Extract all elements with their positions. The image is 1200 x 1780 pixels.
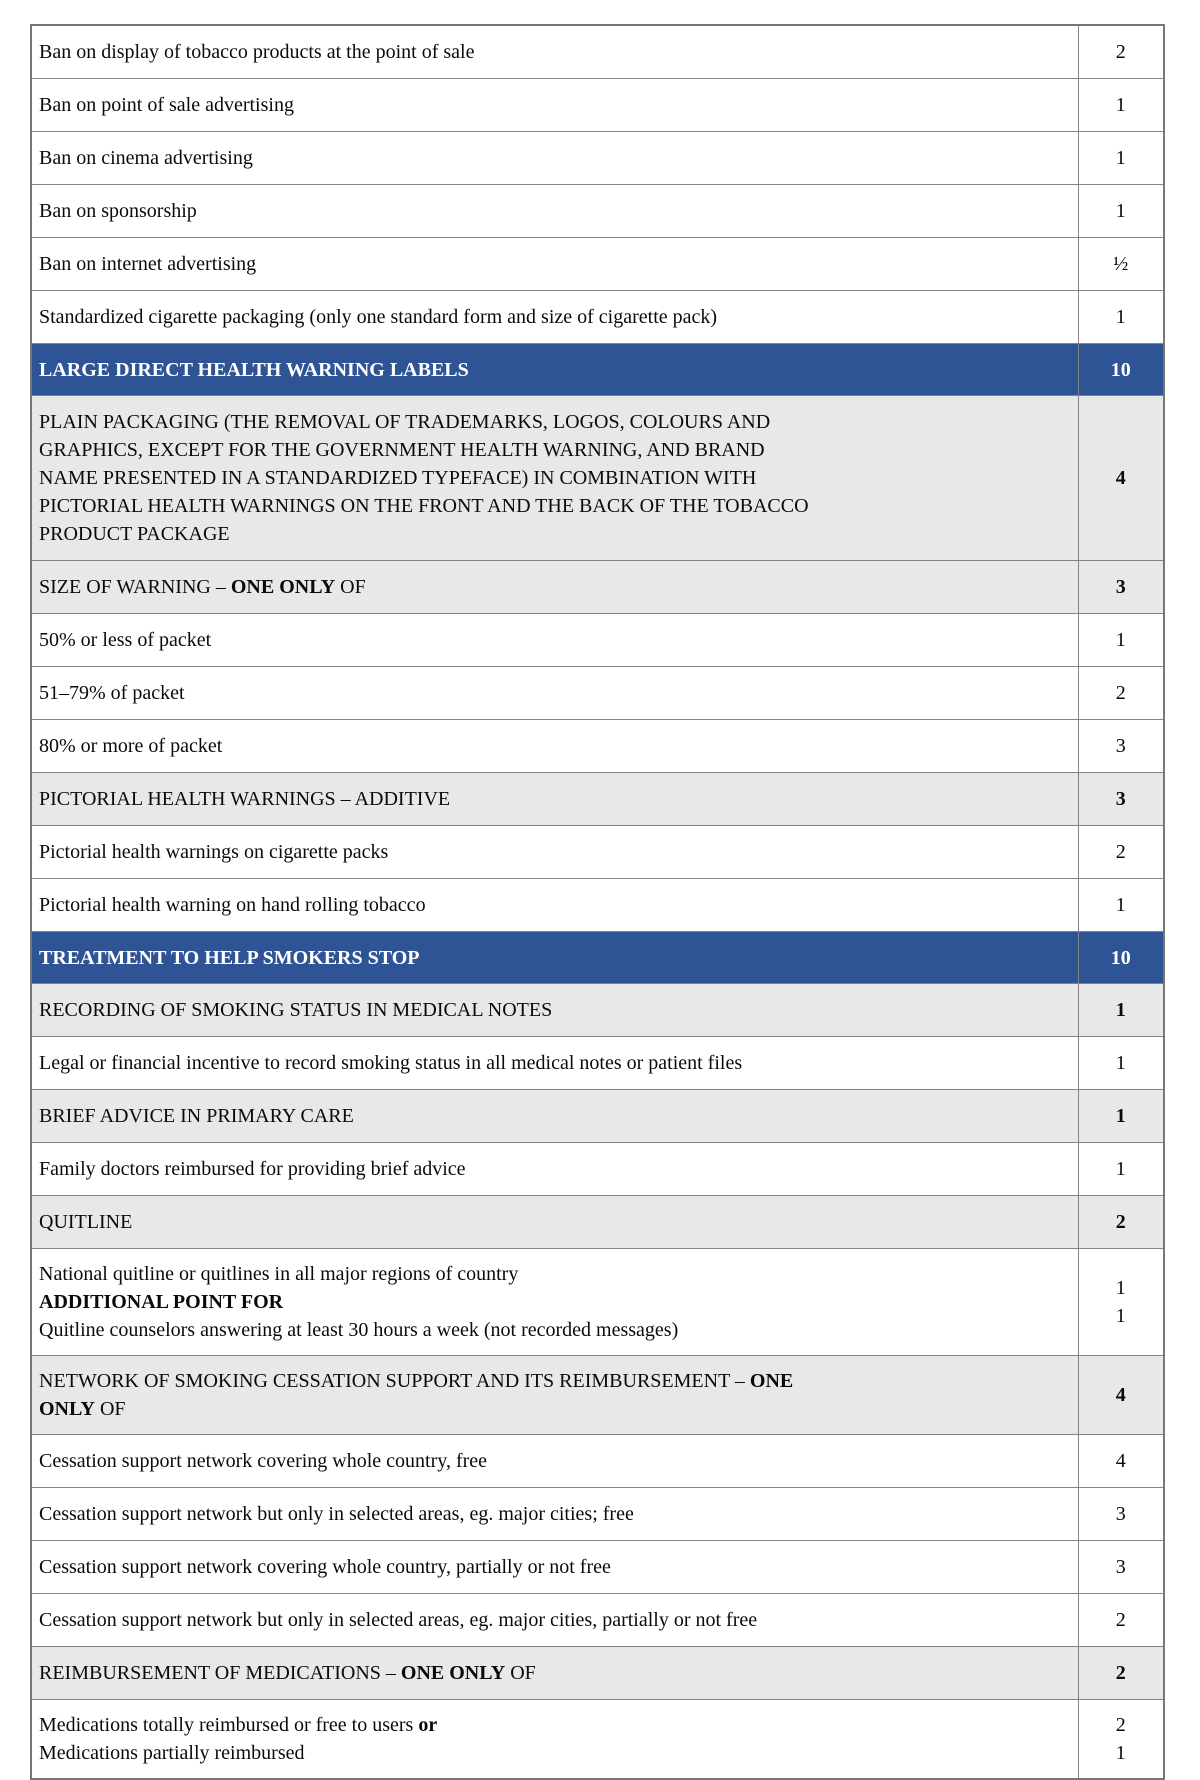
- label-line: [39, 520, 1068, 548]
- label-cell: [31, 1488, 1078, 1541]
- label-text: Ban on cinema advertising: [39, 147, 253, 169]
- score-cell: [1078, 1090, 1164, 1143]
- label-text: Pictorial health warnings on cigarette packs: [39, 841, 389, 863]
- score-cell: [1078, 25, 1164, 79]
- score-value: 2: [1115, 41, 1126, 63]
- label-line: [39, 38, 1068, 66]
- label-cell: [31, 1541, 1078, 1594]
- label-text: PICTORIAL HEALTH WARNINGS – ADDITIVE: [39, 788, 451, 810]
- label-line: [39, 1395, 1068, 1423]
- score-cell: [1078, 1143, 1164, 1196]
- label-line: [39, 408, 1068, 436]
- subheader-row: [31, 396, 1164, 561]
- score-value: 2: [1115, 1662, 1126, 1684]
- label-line: [39, 197, 1068, 225]
- label-cell: [31, 396, 1078, 561]
- score-value: 2: [1115, 841, 1126, 863]
- label-text: Standardized cigarette packaging (only one standard form and size of cigarette pack): [39, 306, 718, 328]
- label-line: [39, 838, 1068, 866]
- label-text: ONE ONLY: [230, 576, 336, 598]
- label-text: GRAPHICS, EXCEPT FOR THE GOVERNMENT HEALTH WARNING, AND BRAND: [39, 439, 765, 461]
- label-line: [39, 1367, 1068, 1395]
- item-row: [31, 1541, 1164, 1594]
- score-value: 3: [1115, 576, 1126, 598]
- label-cell: [31, 561, 1078, 614]
- score-value: 2: [1115, 1609, 1126, 1631]
- score-value: 4: [1115, 467, 1126, 489]
- label-line: [39, 944, 1068, 972]
- label-cell: [31, 25, 1078, 79]
- label-text: PRODUCT PACKAGE: [39, 523, 230, 545]
- subheader-row: [31, 1196, 1164, 1249]
- label-text: TREATMENT TO HELP SMOKERS STOP: [39, 946, 420, 969]
- label-cell: [31, 614, 1078, 667]
- item-row: [31, 1594, 1164, 1647]
- label-text: Cessation support network but only in selected areas, eg. major cities; free: [39, 1503, 634, 1525]
- score-value: 1: [1115, 629, 1126, 651]
- label-text: OF: [94, 1398, 126, 1420]
- label-text: National quitline or quitlines in all major regions of country: [39, 1263, 519, 1285]
- score-value: 1: [1115, 200, 1126, 222]
- score-cell: [1078, 185, 1164, 238]
- label-text: RECORDING OF SMOKING STATUS IN MEDICAL NOTES: [39, 999, 553, 1021]
- subheader-row: [31, 984, 1164, 1037]
- label-text: 80% or more of packet: [39, 735, 223, 757]
- score-value: 1: [1115, 306, 1126, 328]
- label-cell: [31, 1090, 1078, 1143]
- item-row: [31, 1037, 1164, 1090]
- label-text: NAME PRESENTED IN A STANDARDIZED TYPEFACE) IN COMBINATION WITH: [39, 467, 757, 489]
- score-value: 2: [1115, 682, 1126, 704]
- label-line: [39, 356, 1068, 384]
- score-cell: [1078, 1249, 1164, 1356]
- label-line: [39, 573, 1068, 601]
- score-value: 10: [1110, 946, 1131, 969]
- label-text: Ban on internet advertising: [39, 253, 257, 275]
- label-line: [39, 626, 1068, 654]
- label-cell: [31, 1196, 1078, 1249]
- label-text: 50% or less of packet: [39, 629, 212, 651]
- score-cell: [1078, 132, 1164, 185]
- label-line: [39, 464, 1068, 492]
- score-cell: [1078, 984, 1164, 1037]
- score-value: 3: [1115, 735, 1126, 757]
- label-cell: [31, 932, 1078, 984]
- score-cell: [1078, 344, 1164, 396]
- item-row: [31, 614, 1164, 667]
- label-text: LARGE DIRECT HEALTH WARNING LABELS: [39, 358, 469, 381]
- label-cell: [31, 1249, 1078, 1356]
- item-row: [31, 238, 1164, 291]
- label-text: Quitline counselors answering at least 30 hours a week (not recorded messages): [39, 1319, 679, 1341]
- item-row: [31, 185, 1164, 238]
- label-cell: [31, 238, 1078, 291]
- label-text: Legal or financial incentive to record smoking status in all medical notes or patient files: [39, 1052, 743, 1074]
- label-text: SIZE OF WARNING –: [39, 576, 231, 598]
- score-cell: [1078, 1037, 1164, 1090]
- label-text: BRIEF ADVICE IN PRIMARY CARE: [39, 1105, 354, 1127]
- label-line: [39, 785, 1068, 813]
- label-line: [39, 1553, 1068, 1581]
- label-text: ONE: [749, 1370, 794, 1392]
- label-cell: [31, 79, 1078, 132]
- item-row: [31, 720, 1164, 773]
- label-text: Cessation support network covering whole country, free: [39, 1450, 488, 1472]
- section-header-row: [31, 932, 1164, 984]
- label-cell: [31, 1700, 1078, 1780]
- score-value: 1: [1115, 1105, 1126, 1127]
- score-cell: [1078, 1488, 1164, 1541]
- label-text: Ban on point of sale advertising: [39, 94, 294, 116]
- label-line: [39, 1500, 1068, 1528]
- item-row: [31, 1700, 1164, 1780]
- score-value: 3: [1115, 1503, 1126, 1525]
- label-text: PLAIN PACKAGING (THE REMOVAL OF TRADEMARKS, LOGOS, COLOURS AND: [39, 411, 771, 433]
- label-cell: [31, 1435, 1078, 1488]
- label-text: Medications totally reimbursed or free to users: [39, 1714, 419, 1736]
- score-value: ½: [1113, 253, 1129, 275]
- label-line: [39, 1711, 1068, 1739]
- score-cell: [1078, 1541, 1164, 1594]
- score-cell: [1078, 1196, 1164, 1249]
- table-body: [31, 25, 1164, 1779]
- label-text: Cessation support network covering whole country, partially or not free: [39, 1556, 611, 1578]
- subheader-row: [31, 773, 1164, 826]
- subheader-row: [31, 1090, 1164, 1143]
- label-cell: [31, 984, 1078, 1037]
- score-cell: [1078, 1435, 1164, 1488]
- label-cell: [31, 720, 1078, 773]
- score-cell: [1078, 667, 1164, 720]
- label-cell: [31, 1356, 1078, 1435]
- score-cell: [1078, 826, 1164, 879]
- item-row: [31, 667, 1164, 720]
- label-line: [39, 679, 1068, 707]
- label-text: OF: [505, 1662, 536, 1684]
- label-line: [39, 1739, 1068, 1767]
- label-cell: [31, 1143, 1078, 1196]
- label-line: [39, 1447, 1068, 1475]
- score-cell: [1078, 396, 1164, 561]
- label-cell: [31, 185, 1078, 238]
- score-cell: [1078, 614, 1164, 667]
- label-text: Family doctors reimbursed for providing brief advice: [39, 1158, 466, 1180]
- label-text: Pictorial health warning on hand rolling tobacco: [39, 894, 426, 916]
- label-text: ONLY: [39, 1398, 95, 1420]
- score-cell: [1078, 561, 1164, 614]
- score-cell: [1078, 79, 1164, 132]
- label-text: PICTORIAL HEALTH WARNINGS ON THE FRONT AND THE BACK OF THE TOBACCO: [39, 495, 809, 517]
- label-line: [39, 1102, 1068, 1130]
- item-row: [31, 1143, 1164, 1196]
- score-value: 3: [1115, 1556, 1126, 1578]
- label-line: [39, 144, 1068, 172]
- score-value: 3: [1115, 788, 1126, 810]
- label-text: Ban on sponsorship: [39, 200, 197, 222]
- item-row: [31, 79, 1164, 132]
- score-value: 1: [1115, 1277, 1126, 1299]
- score-value: 1: [1115, 147, 1126, 169]
- score-value: 1: [1115, 1305, 1126, 1327]
- score-cell: [1078, 720, 1164, 773]
- label-cell: [31, 879, 1078, 932]
- label-line: [39, 250, 1068, 278]
- label-text: ADDITIONAL POINT FOR: [39, 1291, 284, 1313]
- label-line: [39, 1208, 1068, 1236]
- label-line: [39, 732, 1068, 760]
- item-row: [31, 291, 1164, 344]
- item-row: [31, 1488, 1164, 1541]
- label-line: [39, 1288, 1068, 1316]
- score-value: 1: [1115, 1742, 1126, 1764]
- score-value: 1: [1115, 1158, 1126, 1180]
- score-cell: [1078, 291, 1164, 344]
- label-line: [39, 1659, 1068, 1687]
- label-line: [39, 891, 1068, 919]
- score-value: 1: [1115, 94, 1126, 116]
- label-line: [39, 492, 1068, 520]
- score-cell: [1078, 238, 1164, 291]
- score-value: 10: [1110, 358, 1131, 381]
- section-header-row: [31, 344, 1164, 396]
- label-cell: [31, 773, 1078, 826]
- label-text: 51–79% of packet: [39, 682, 185, 704]
- label-cell: [31, 1594, 1078, 1647]
- subheader-row: [31, 561, 1164, 614]
- score-value: 4: [1115, 1450, 1126, 1472]
- label-text: or: [418, 1714, 438, 1736]
- label-text: ONE ONLY: [400, 1662, 506, 1684]
- label-text: REIMBURSEMENT OF MEDICATIONS –: [39, 1662, 401, 1684]
- label-cell: [31, 291, 1078, 344]
- tobacco-control-scale-table: [30, 24, 1165, 1780]
- score-value: 1: [1115, 999, 1126, 1021]
- label-line: [39, 91, 1068, 119]
- label-line: [39, 1606, 1068, 1634]
- label-cell: [31, 1037, 1078, 1090]
- score-cell: [1078, 932, 1164, 984]
- label-line: [39, 303, 1068, 331]
- score-cell: [1078, 879, 1164, 932]
- label-line: [39, 1316, 1068, 1344]
- score-value: 2: [1115, 1714, 1126, 1736]
- label-text: QUITLINE: [39, 1211, 133, 1233]
- subheader-row: [31, 1356, 1164, 1435]
- score-cell: [1078, 1700, 1164, 1780]
- label-line: [39, 1049, 1068, 1077]
- label-cell: [31, 667, 1078, 720]
- item-row: [31, 132, 1164, 185]
- item-row: [31, 1249, 1164, 1356]
- score-cell: [1078, 1647, 1164, 1700]
- score-cell: [1078, 1594, 1164, 1647]
- label-cell: [31, 344, 1078, 396]
- item-row: [31, 879, 1164, 932]
- score-cell: [1078, 1356, 1164, 1435]
- score-cell: [1078, 773, 1164, 826]
- item-row: [31, 25, 1164, 79]
- label-text: Medications partially reimbursed: [39, 1742, 305, 1764]
- item-row: [31, 826, 1164, 879]
- label-text: Cessation support network but only in selected areas, eg. major cities, partially or not free: [39, 1609, 758, 1631]
- label-cell: [31, 132, 1078, 185]
- label-line: [39, 1155, 1068, 1183]
- score-value: 2: [1115, 1211, 1126, 1233]
- item-row: [31, 1435, 1164, 1488]
- label-cell: [31, 1647, 1078, 1700]
- score-value: 1: [1115, 1052, 1126, 1074]
- label-text: NETWORK OF SMOKING CESSATION SUPPORT AND ITS REIMBURSEMENT –: [39, 1370, 750, 1392]
- label-line: [39, 436, 1068, 464]
- label-text: OF: [335, 576, 366, 598]
- label-line: [39, 1260, 1068, 1288]
- score-value: 1: [1115, 894, 1126, 916]
- score-value: 4: [1115, 1384, 1126, 1406]
- label-text: Ban on display of tobacco products at the point of sale: [39, 41, 475, 63]
- label-cell: [31, 826, 1078, 879]
- label-line: [39, 996, 1068, 1024]
- subheader-row: [31, 1647, 1164, 1700]
